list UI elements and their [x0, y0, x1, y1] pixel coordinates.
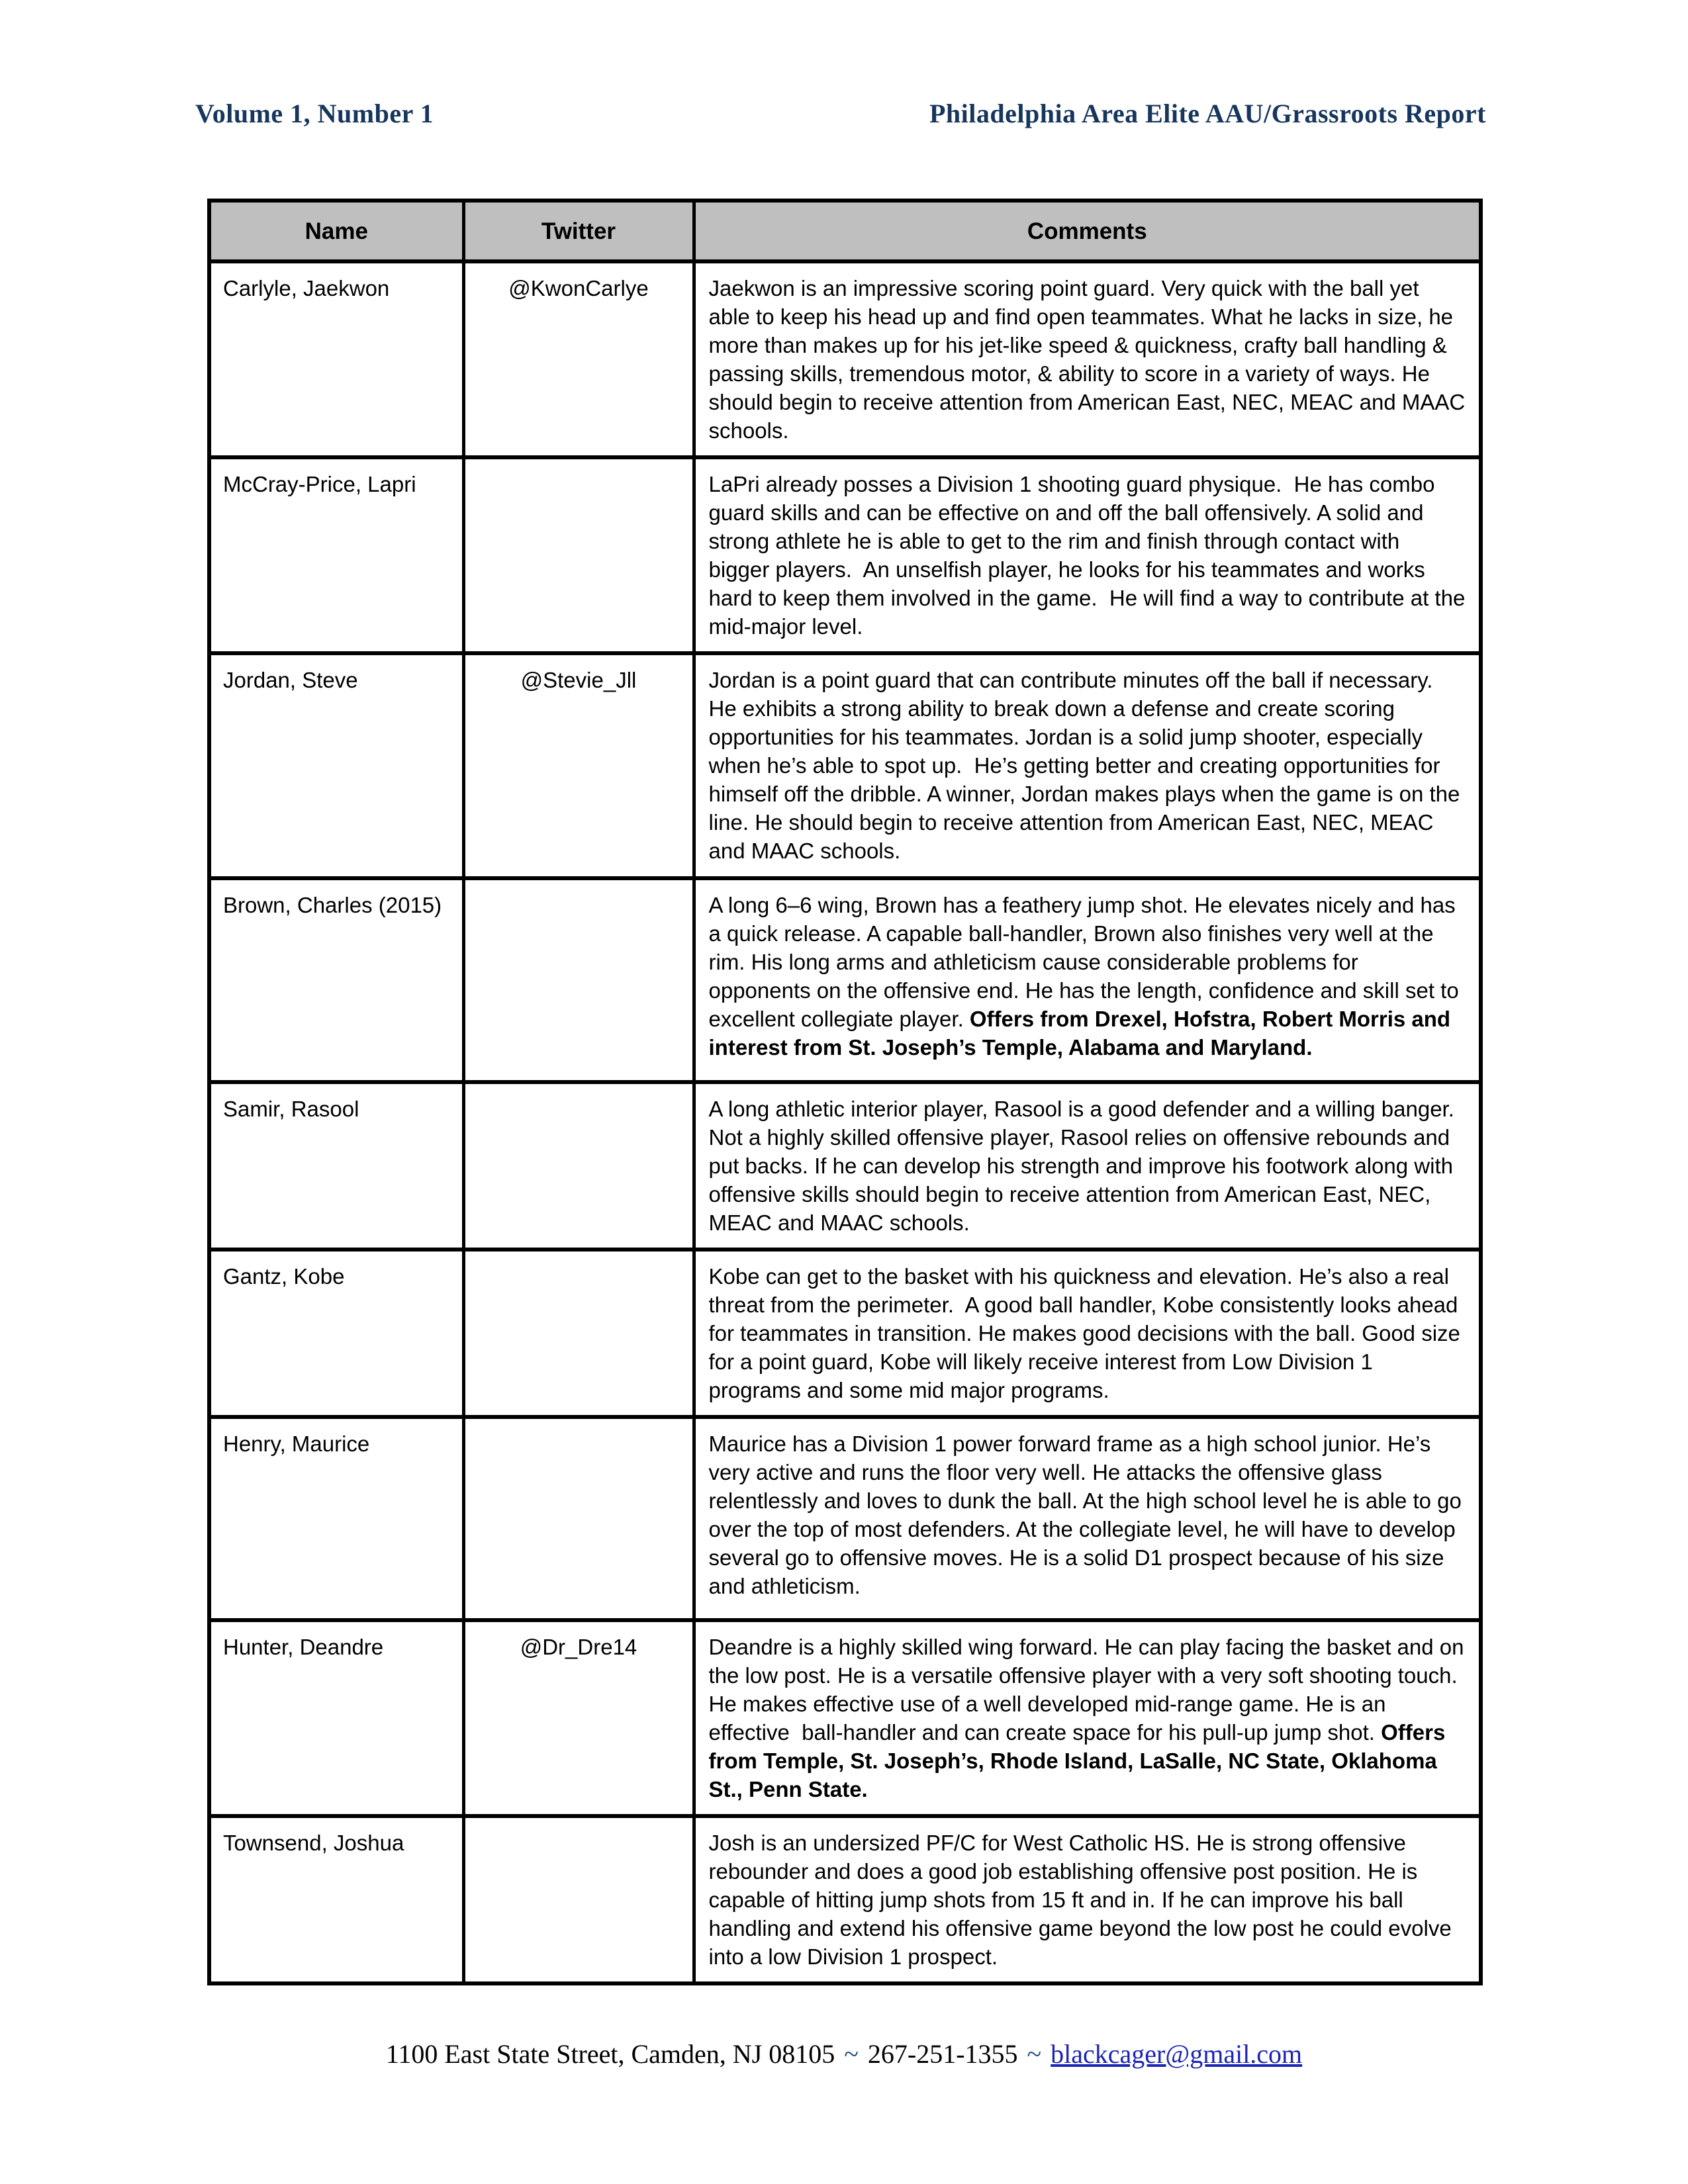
player-comments [694, 653, 1481, 878]
player-comments [694, 1620, 1481, 1816]
comments-text: Deandre is a highly skilled wing forward. He can play facing the basket and on the low post. He is a versatile offensive player with a very soft shooting touch. He makes effective use of a well developed mid-range game. He is an effective ball-handler and can create space for his pull-up jump shot. [708, 1635, 1470, 1745]
footer-phone: 267-251-1355 [867, 2039, 1018, 2069]
player-comments [694, 261, 1481, 457]
player-name: Carlyle, Jaekwon [209, 261, 463, 457]
table-row [209, 1082, 1481, 1250]
player-name: Hunter, Deandre [209, 1620, 463, 1816]
player-twitter: @Stevie_Jll [463, 653, 694, 878]
player-twitter [463, 1250, 694, 1417]
footer-separator: ~ [844, 2039, 859, 2069]
table-row [209, 878, 1481, 1082]
player-comments [694, 878, 1481, 1082]
comments-text: Jordan is a point guard that can contribute minutes off the ball if necessary. He exhibits a strong ability to break down a defense and create scoring opportunities for his teammates. Jordan is a solid jump shooter, especially when he’s able to spot up. He’s getting better and creating opportunities for himself off the dribble. A winner, Jordan makes plays when the game is on the line. He should begin to receive attention from American East, NEC, MEAC and MAAC schools. [708, 668, 1466, 863]
table-row [209, 261, 1481, 457]
comments-bold-text: Offers from Drexel, Hofstra, Robert Morris and interest from St. Joseph’s Temple, Alabama and Maryland. [708, 1007, 1457, 1060]
comments-text: A long 6–6 wing, Brown has a feathery jump shot. He elevates nicely and has a quick release. A capable ball-handler, Brown also finishes very well at the rim. His long arms and athleticism cause considerable problems for opponents on the offensive end. He has the length, confidence and skill set to excellent collegiate player. [708, 893, 1465, 1031]
player-name: Townsend, Joshua [209, 1816, 463, 1983]
player-comments [694, 457, 1481, 653]
footer-address: 1100 East State Street, Camden, NJ 08105 [385, 2039, 835, 2069]
player-twitter [463, 1816, 694, 1983]
page-header [195, 98, 1486, 129]
table-row [209, 1417, 1481, 1620]
footer-separator: ~ [1027, 2039, 1042, 2069]
player-name: Brown, Charles (2015) [209, 878, 463, 1082]
report-title: Philadelphia Area Elite AAU/Grassroots Report [929, 99, 1486, 128]
comments-bold-text: Offers from Temple, St. Joseph’s, Rhode Island, LaSalle, NC State, Oklahoma St., Penn State. [708, 1720, 1452, 1801]
email-link[interactable]: blackcager@gmail.com [1051, 2039, 1303, 2069]
player-comments [694, 1816, 1481, 1983]
player-name: Henry, Maurice [209, 1417, 463, 1620]
player-twitter [463, 457, 694, 653]
table-row [209, 457, 1481, 653]
player-comments [694, 1417, 1481, 1620]
table-row [209, 1250, 1481, 1417]
player-name: Samir, Rasool [209, 1082, 463, 1250]
col-header-twitter: Twitter [463, 201, 694, 261]
player-twitter: @KwonCarlye [463, 261, 694, 457]
comments-text: LaPri already posses a Division 1 shooting guard physique. He has combo guard skills and can be effective on and off the ball offensively. A solid and strong athlete he is able to get to the rim and finish through contact with bigger players. An unselfish player, he looks for his teammates and works hard to keep them involved in the game. He will find a way to contribute at the mid-major level. [708, 472, 1472, 639]
comments-text: Maurice has a Division 1 power forward frame as a high school junior. He’s very active and runs the floor very well. He attacks the offensive glass relentlessly and loves to dunk the ball. At the high school level he is able to go over the top of most defenders. At the collegiate level, he will have to develop several go to offensive moves. He is a solid D1 prospect because of his size and athleticism. [708, 1432, 1468, 1598]
player-twitter [463, 878, 694, 1082]
comments-text: Kobe can get to the basket with his quickness and elevation. He’s also a real threat from the perimeter. A good ball handler, Kobe consistently looks ahead for teammates in transition. He makes good decisions with the ball. Good size for a point guard, Kobe will likely receive interest from Low Division 1 programs and some mid major programs. [708, 1264, 1467, 1402]
col-header-name: Name [209, 201, 463, 261]
col-header-comments: Comments [694, 201, 1481, 261]
player-twitter: @Dr_Dre14 [463, 1620, 694, 1816]
table-row [209, 653, 1481, 878]
table-row [209, 1620, 1481, 1816]
player-twitter [463, 1082, 694, 1250]
player-name: Gantz, Kobe [209, 1250, 463, 1417]
table-row [209, 1816, 1481, 1983]
player-name: McCray-Price, Lapri [209, 457, 463, 653]
comments-text: Josh is an undersized PF/C for West Catholic HS. He is strong offensive rebounder and does a good job establishing offensive post position. He is capable of hitting jump shots from 15 ft and in. If he can improve his ball handling and extend his offensive game beyond the low post he could evolve into a low Division 1 prospect. [708, 1831, 1458, 1969]
player-comments [694, 1082, 1481, 1250]
comments-text: A long athletic interior player, Rasool is a good defender and a willing banger. Not a highly skilled offensive player, Rasool relies on offensive rebounds and put backs. If he can develop his strength and improve his footwork along with offensive skills should begin to receive attention from American East, NEC, MEAC and MAAC schools. [708, 1097, 1461, 1235]
player-name: Jordan, Steve [209, 653, 463, 878]
player-comments [694, 1250, 1481, 1417]
comments-text: Jaekwon is an impressive scoring point guard. Very quick with the ball yet able to keep his head up and find open teammates. What he lacks in size, he more than makes up for his jet-like speed & quickness, crafty ball handling & passing skills, tremendous motor, & ability to score in a variety of ways. He should begin to receive attention from American East, NEC, MEAC and MAAC schools. [708, 276, 1472, 443]
table-header-row [209, 201, 1481, 261]
page-footer [0, 2038, 1688, 2070]
volume-label: Volume 1, Number 1 [195, 99, 434, 128]
player-twitter [463, 1417, 694, 1620]
players-table [207, 199, 1483, 1985]
